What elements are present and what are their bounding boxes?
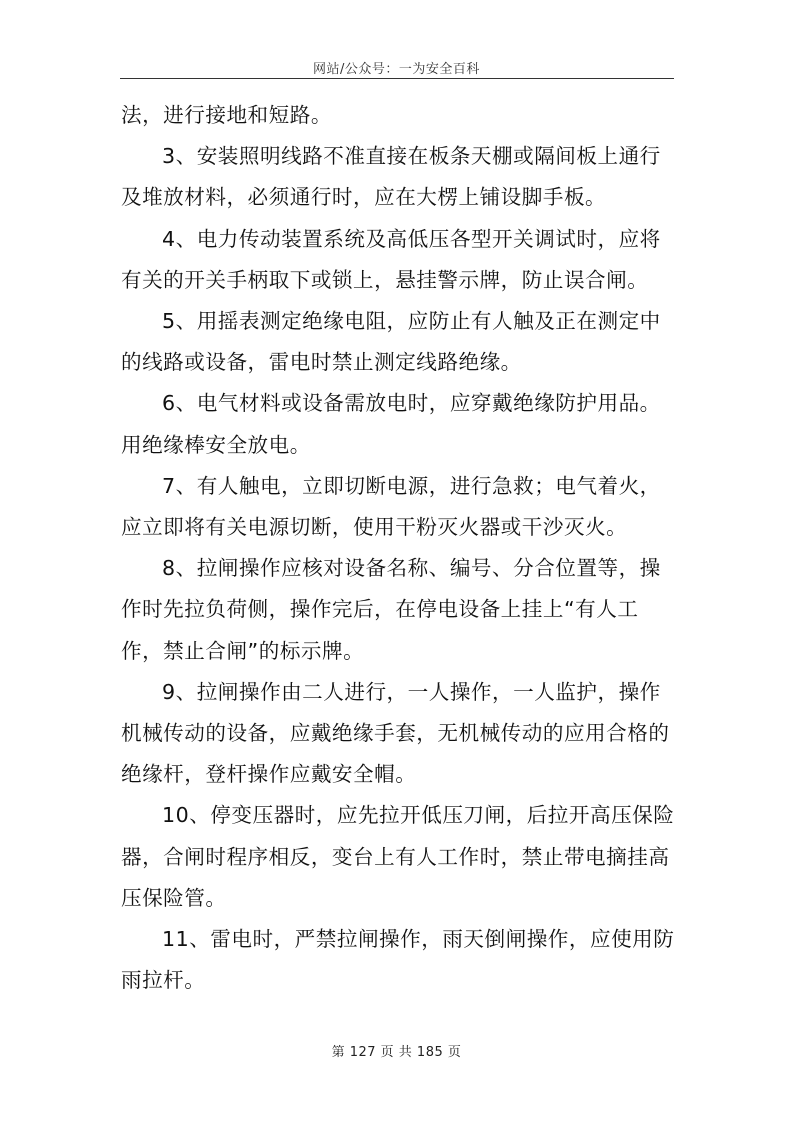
page-body [121, 95, 675, 1001]
paragraph: 7、有人触电，立即切断电源，进行急救；电气着火，应立即将有关电源切断，使用干粉灭火器或干沙灭火。 [121, 473, 661, 540]
page-header: 网站/公众号：一为安全百科 [313, 62, 480, 77]
paragraph: 6、电气材料或设备需放电时，应穿戴绝缘防护用品。用绝缘棒安全放电。 [121, 391, 661, 457]
paragraph: 3、安装照明线路不准直接在板条天棚或隔间板上通行及堆放材料，必须通行时，应在大楞上铺设脚手板。 [121, 144, 661, 210]
paragraph: 5、用摇表测定绝缘电阻，应防止有人触及正在测定中的线路或设备，雷电时禁止测定线路绝缘。 [121, 309, 661, 375]
paragraph: 11、雷电时，严禁拉闸操作，雨天倒闸操作，应使用防雨拉杆。 [121, 927, 675, 993]
paragraph: 10、停变压器时，应先拉开低压刀闸，后拉开高压保险器，合闸时程序相反，变台上有人工作时，禁止带电摘挂高压保险管。 [121, 803, 675, 910]
paragraph: 8、拉闸操作应核对设备名称、编号、分合位置等，操作时先拉负荷侧，操作完后，在停电设备上挂上“有人工作，禁止合闸”的标示牌。 [121, 556, 661, 663]
paragraph: 4、电力传动装置系统及高低压各型开关调试时，应将有关的开关手柄取下或锁上，悬挂警示牌，防止误合闸。 [121, 226, 661, 292]
page-footer: 第 127 页 共 185 页 [331, 1045, 462, 1060]
paragraph: 9、拉闸操作由二人进行，一人操作，一人监护，操作机械传动的设备，应戴绝缘手套，无机械传动的应用合格的绝缘杆，登杆操作应戴安全帽。 [121, 679, 670, 787]
header-divider [120, 78, 674, 79]
paragraph: 法，进行接地和短路。 [121, 103, 332, 127]
